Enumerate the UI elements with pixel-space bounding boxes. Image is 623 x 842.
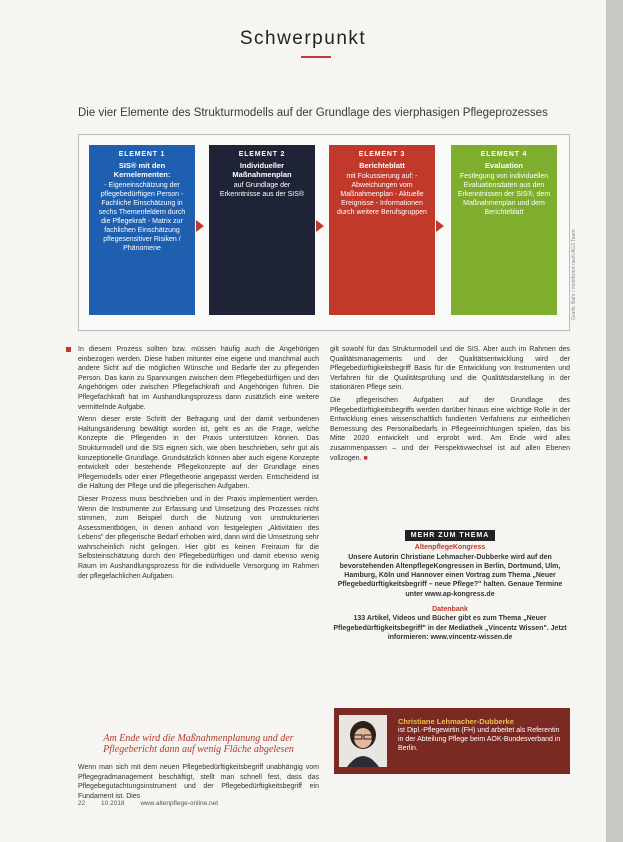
author-photo	[339, 715, 387, 767]
page-number: 22	[78, 800, 86, 807]
author-portrait-icon	[339, 715, 387, 767]
more-info-subtitle-database: Datenbank	[432, 606, 468, 614]
more-info-box	[330, 530, 570, 642]
right-column	[330, 345, 570, 466]
left-paragraph: Wenn man sich mit dem neuen Pflegebedürftigkeitsbegriff unabhängig vom Pflegegradmanagement beschäftigt, stellt man schnell fest, dass das Pflegebegutachtungsinstrument und der Pflegebedürftigkeitsbegriff ein Fundament ist. Dies	[78, 764, 319, 800]
element-4-box	[451, 145, 557, 315]
element-4-body: Festlegung von individuellen Evaluationsdaten aus den Erkenntnissen der SIS®, dem Maßnahmenplan und dem Berichteblatt	[457, 173, 551, 216]
paragraph-start-marker	[66, 347, 71, 352]
more-info-text-congress: Unsere Autorin Christiane Lehmacher-Dubberke wird auf den bevorstehenden AltenpflegeKongressen in Berlin, Dortmund, Ulm, Hamburg, Köln und Hannover einen Vortrag zum Thema „Neuer Pflegebedürftigkeitsbegriff – neue Pflege?" halten. Genaue Termine unter www.ap-kongress.de	[337, 553, 563, 598]
right-paragraph-text: Die pflegerischen Aufgaben auf der Grundlage des Pflegebedürftigkeitsbegriffs werden darüber hinaus eine wichtige Rolle in der Entwicklung eines wissenschaftlich fundierten Verfahrens zur einheitlichen Bemessung des Personalbedarfs in Pflegeeinrichtungen spielen, das bis Mitte 2020 entwickelt und erprobt wird. Am Ende wird alles zusammenpassen – und der Perspektivwechsel ist auf allen Ebenen vollzogen.	[330, 396, 570, 462]
element-3-body: mit Fokussierung auf: - Abweichungen vom Maßnahmenplan - Aktuelle Ereignisse - Informationen durch weitere Berufsgruppen	[337, 173, 427, 216]
element-1-head: SIS® mit den Kernelementen:	[113, 161, 171, 179]
arrow-2-icon	[316, 220, 324, 232]
author-text	[398, 717, 566, 753]
element-3-head: Berichteblatt	[359, 161, 405, 170]
right-paragraph: gilt sowohl für das Strukturmodell und die SIS. Aber auch im Rahmen des Qualitätsmanagements und der Qualitätsentwicklung wird der Pflegebedürftigkeitsbegriff Basis für die Entwicklung von Instrumenten und Verfahren für die Qualitätsprüfung und die Qualitätsdarstellung in der stationären Pflege sein.	[330, 346, 570, 392]
element-2-body: auf Grundlage der Erkenntnisse aus der SIS®	[219, 182, 305, 198]
element-2-head: Individueller Maßnahmenplan	[232, 161, 292, 179]
more-info-subtitle-congress: AltenpflegeKongress	[414, 544, 486, 552]
arrow-3-icon	[436, 220, 444, 232]
left-column-continued	[78, 763, 319, 804]
element-2-box	[209, 145, 315, 315]
left-paragraph: Dieser Prozess muss beschrieben und in der Praxis implementiert werden. Wenn die Instrumente zur Erfassung und Umsetzung des Prozesses nicht stimmen, zum Beispiel durch die Nutzung von unstrukturierten Assessmentbögen, in denen anhand von festgelegten „Aktivitäten des Lebens" der pflegerische Bedarf erhoben wird, dann wird die Umsetzung sehr wahrscheinlich nicht gelingen. Hier gibt es keinen Freiraum für die Selbsteinschätzung durch den Pflegebedürftigen und damit ebenso wenig Raum im Aushandlungsprozess für die individuelle Versorgung im Rahmen der pflegefachlichen Aufgaben.	[78, 495, 319, 580]
left-paragraph: In diesem Prozess sollten bzw. müssen häufig auch die Angehörigen einbezogen werden. Diese haben mitunter eine eigene und manchmal auch andere Sicht auf die möglichen Wünsche und Bedarfe der zu pflegenden Person. Das kann zu Spannungen zwischen dem Pflegebedürftigen und den Angehörigen oder zwischen Pflegefachkraft und Angehörigen führen. Die Pflegefachkraft hat im Aushandlungsprozess dann zusätzlich eine weitere vermittelnde Aufgabe.	[78, 346, 319, 411]
pull-quote: Am Ende wird die Maßnahmenplanung und der Pflegebericht dann auf wenig Fläche abgelesen	[103, 733, 294, 755]
element-4-tag: ELEMENT 4	[480, 151, 528, 158]
title-underline	[301, 56, 331, 58]
left-paragraph: Wenn dieser erste Schritt der Befragung und der damit verbundenen Haltungsänderung bewältigt worden ist, geht es an die Frage, welche Konzepte die Pflegenden in der Praxis unterstützen können. Das Strukturmodell und die SIS eignen sich, wie oben beschrieben, sehr gut als konzeptionelle Grundlage. Grundsätzlich können aber auch eigene Konzepte entwickelt oder bestehende Pflegekonzepte auf der Grundlage eines Pflegemodells oder einer Pflegetheorie angepasst werden. Entscheidend ist die Haltung der Pflege und die pflegerischen Aufgaben.	[78, 416, 319, 491]
more-info-text-database: 133 Artikel, Videos und Bücher gibt es zum Thema „Neuer Pflegebedürftigkeitsbegriff" in der Mediathek „Vincentz Wissen". Jetzt informieren: www.vincentz-wissen.de	[333, 615, 567, 641]
issue-number: 10.2018	[101, 800, 125, 807]
figure-title: Die vier Elemente des Strukturmodells auf der Grundlage des vierphasigen Pflegeprozesses	[78, 107, 548, 119]
adjacent-page-edge	[606, 0, 623, 842]
page-footer	[78, 800, 232, 807]
element-1-body: - Eigeneinschätzung der pflegebedürftigen Person - Fachliche Einschätzung in sechs Themenfeldern durch die Pflegekraft - Matrix zur fachlichen Einschätzung pflegesensitiver Risiken / Phänomene	[98, 182, 186, 252]
element-1-box	[89, 145, 195, 315]
element-2-tag: ELEMENT 2	[238, 151, 286, 158]
element-3-box	[329, 145, 435, 315]
right-paragraph	[330, 396, 570, 463]
website: www.altenpflege-online.net	[140, 800, 219, 807]
author-bio: ist Dipl.-Pflegewirtin (FH) und arbeitet als Referentin in der Abteilung Pflege beim AOK-Bundesverband in Berlin.	[398, 727, 561, 752]
figure-credit: Grafik: Bahr / modifiziert nach AG3 Team	[571, 229, 577, 320]
element-1-tag: ELEMENT 1	[118, 151, 166, 158]
author-name: Christiane Lehmacher-Dubberke	[398, 717, 514, 726]
more-info-title: MEHR ZUM THEMA	[405, 530, 496, 541]
section-title: Schwerpunkt	[239, 28, 367, 49]
element-3-tag: ELEMENT 3	[358, 151, 406, 158]
arrow-1-icon	[196, 220, 204, 232]
end-mark-icon: ■	[363, 454, 368, 462]
left-column	[78, 345, 319, 584]
element-4-head: Evaluation	[485, 161, 523, 170]
author-box	[334, 708, 570, 774]
